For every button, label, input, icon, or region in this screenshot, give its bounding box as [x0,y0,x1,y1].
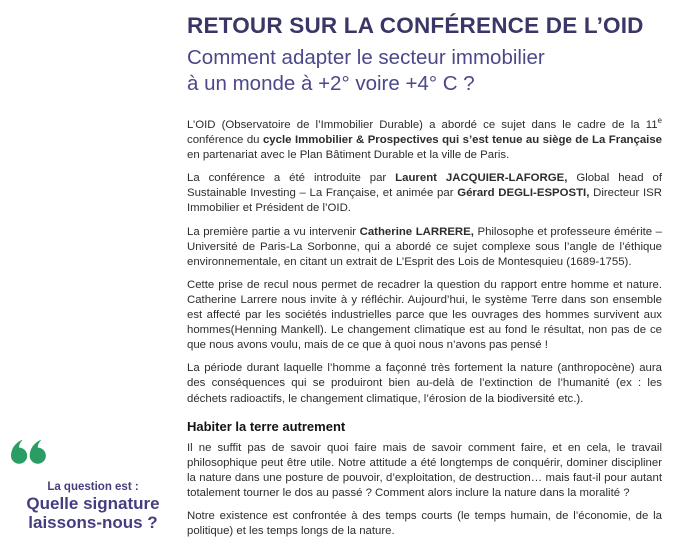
open-quote-icon [9,440,47,474]
article-paragraph-7: Notre existence est confrontée à des temps courts (le temps humain, de l’économie, de la politique) et les temps longs de la nature. [187,510,662,538]
article-body [187,118,662,539]
section-heading: Habiter la terre autrement [187,418,346,434]
article-paragraph-2: La première partie a vu intervenir Catherine LARRERE, Philosophe et professeure émérite – Université de Paris-La Sorbonne, qui a abordé ce sujet complexe sous l’angle de l’éthique environnementale, en citant un extrait de L’Esprit des Lois de Montesquieu (1689-1755). [187,225,662,268]
article-paragraph-4: La période durant laquelle l’homme a façonné très fortement la nature (anthropocène) aura des conséquences qui se produiront bien au-delà de l’extinction de l’humanité (ex : les déchets radioactifs, le changement climatique, l’érosion de la biodiversité etc.). [187,362,662,405]
pull-quote-line1: Quelle signature [26,494,160,513]
pull-quote-line2: laissons-nous ? [28,512,158,532]
article-paragraph-1: La conférence a été introduite par Laurent JACQUIER-LAFORGE, Global head of Sustainable Investing – La Française, et animée par Gérard DEGLI-ESPOSTI, Directeur ISR Immobilier et Président de l’OID. [187,172,662,215]
page-title: RETOUR SUR LA CONFÉRENCE DE L’OID [187,13,644,38]
page-subtitle-line2: à un monde à +2° voire +4° C ? [187,72,475,95]
page-subtitle-line1: Comment adapter le secteur immobilier [187,46,545,69]
main-column [187,12,662,547]
article-paragraph-6: Il ne suffit pas de savoir quoi faire mais de savoir comment faire, et en cela, le travail philosophique peut être utile. Notre attitude a été longtemps de conquérir, dominer discipliner la nature dans une posture de pouvoir, d’exploitation, de destruction… mais faut-il pour autant totalement tourner le dos au passé ? Comment alors inclure la nature dans la moralité ? [187,441,662,499]
pull-quote-text [0,495,186,532]
page-subtitle [187,45,662,97]
article-paragraph-3: Cette prise de recul nous permet de recadrer la question du rapport entre homme et nature. Catherine Larrere nous invite à y réfléchir. Aujourd’hui, le système Terre dans son ensemble est affecté par les sociétés industrielles parce que les ouvrages des hommes survivent aux hommes(Henning Mankell). Le changement climatique est au fond le résultat, non pas de ce que nous avons voulu, mais de ce que à quoi nous n’avons pas pensé ! [187,278,662,352]
pull-quote [0,440,186,532]
article-paragraph-0: L’OID (Observatoire de l’Immobilier Durable) a abordé ce sujet dans le cadre de la 11e conférence du cycle Immobilier & Prospectives qui s’est tenue au siège de La Française en partenariat avec le Plan Bâtiment Durable et la ville de Paris. [187,116,662,162]
pull-quote-lead: La question est : [47,481,139,493]
